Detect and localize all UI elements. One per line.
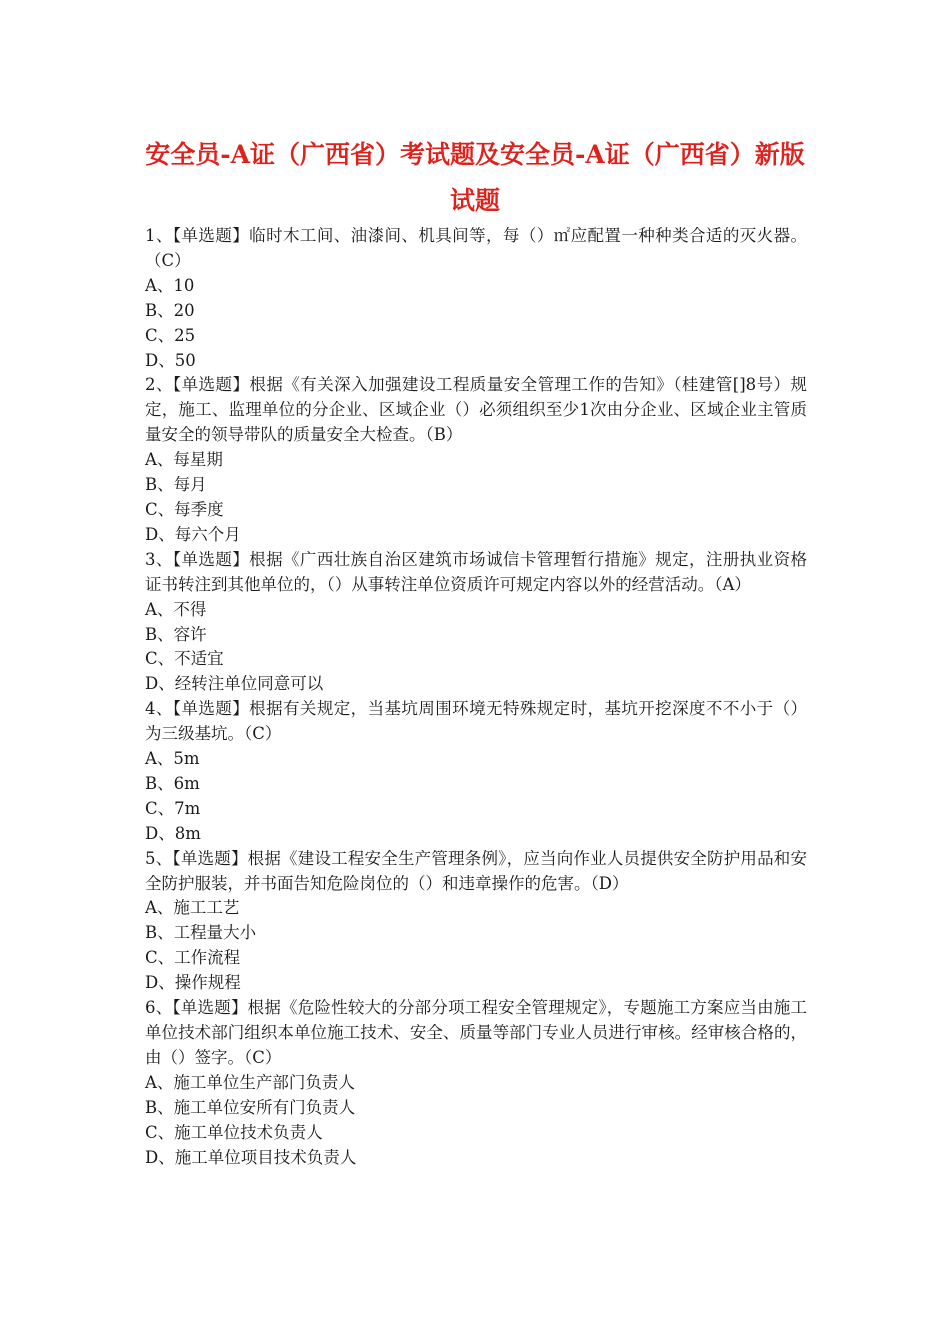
option-c: C、不适宜: [145, 649, 224, 669]
option-d: D、施工单位项目技术负责人: [145, 1147, 357, 1167]
question-5: [145, 847, 807, 996]
question-list: [145, 224, 807, 1170]
option-a: A、10: [145, 275, 195, 295]
option-d: D、8m: [145, 823, 201, 843]
question-2: [145, 373, 807, 547]
document-title: 安全员-A证（广西省）考试题及安全员-A证（广西省）新版试题: [145, 140, 805, 215]
option-c: C、工作流程: [145, 948, 241, 968]
option-a: A、每星期: [145, 450, 223, 470]
option-d: D、每六个月: [145, 524, 241, 544]
option-d: D、经转注单位同意可以: [145, 674, 324, 694]
option-c: C、施工单位技术负责人: [145, 1122, 323, 1142]
option-a: A、施工单位生产部门负责人: [145, 1072, 355, 1092]
option-a: A、5m: [145, 749, 200, 769]
option-a: A、施工工艺: [145, 898, 240, 918]
option-d: D、操作规程: [145, 973, 241, 993]
question-text: 2、【单选题】根据《有关深入加强建设工程质量安全管理工作的告知》（桂建管[]8号）规定，施工、监理单位的分企业、区域企业（）必须组织至少1次由分企业、区域企业主管质量安全的领导带队的质量安全大检查。（B）: [145, 375, 807, 445]
option-c: C、25: [145, 325, 196, 345]
option-b: B、容许: [145, 624, 207, 644]
question-6: [145, 996, 807, 1170]
question-3: [145, 548, 807, 697]
option-b: B、每月: [145, 475, 207, 495]
option-c: C、每季度: [145, 499, 224, 519]
option-b: B、6m: [145, 773, 200, 793]
option-a: A、不得: [145, 599, 207, 619]
question-text: 6、【单选题】根据《危险性较大的分部分项工程安全管理规定》，专题施工方案应当由施工单位技术部门组织本单位施工技术、安全、质量等部门专业人员进行审核。经审核合格的，由（）签字。（C）: [145, 998, 807, 1067]
question-text: 1、【单选题】临时木工间、油漆间、机具间等，每（）㎡应配置一种种类合适的灭火器。（C）: [145, 226, 807, 270]
option-b: B、工程量大小: [145, 923, 257, 943]
question-4: [145, 697, 807, 846]
option-c: C、7m: [145, 798, 201, 818]
question-text: 4、【单选题】根据有关规定，当基坑周围环境无特殊规定时，基坑开挖深度不不小于（）为三级基坑。（C）: [145, 699, 807, 744]
question-text: 5、【单选题】根据《建设工程安全生产管理条例》，应当向作业人员提供安全防护用品和安全防护服装，并书面告知危险岗位的（）和违章操作的危害。（D）: [145, 848, 807, 893]
question-text: 3、【单选题】根据《广西壮族自治区建筑市场诚信卡管理暂行措施》规定，注册执业资格证书转注到其他单位的，（）从事转注单位资质许可规定内容以外的经营活动。（A）: [145, 549, 807, 594]
option-d: D、50: [145, 350, 196, 370]
option-b: B、20: [145, 300, 195, 320]
option-b: B、施工单位安所有门负责人: [145, 1097, 356, 1117]
question-1: [145, 224, 807, 373]
